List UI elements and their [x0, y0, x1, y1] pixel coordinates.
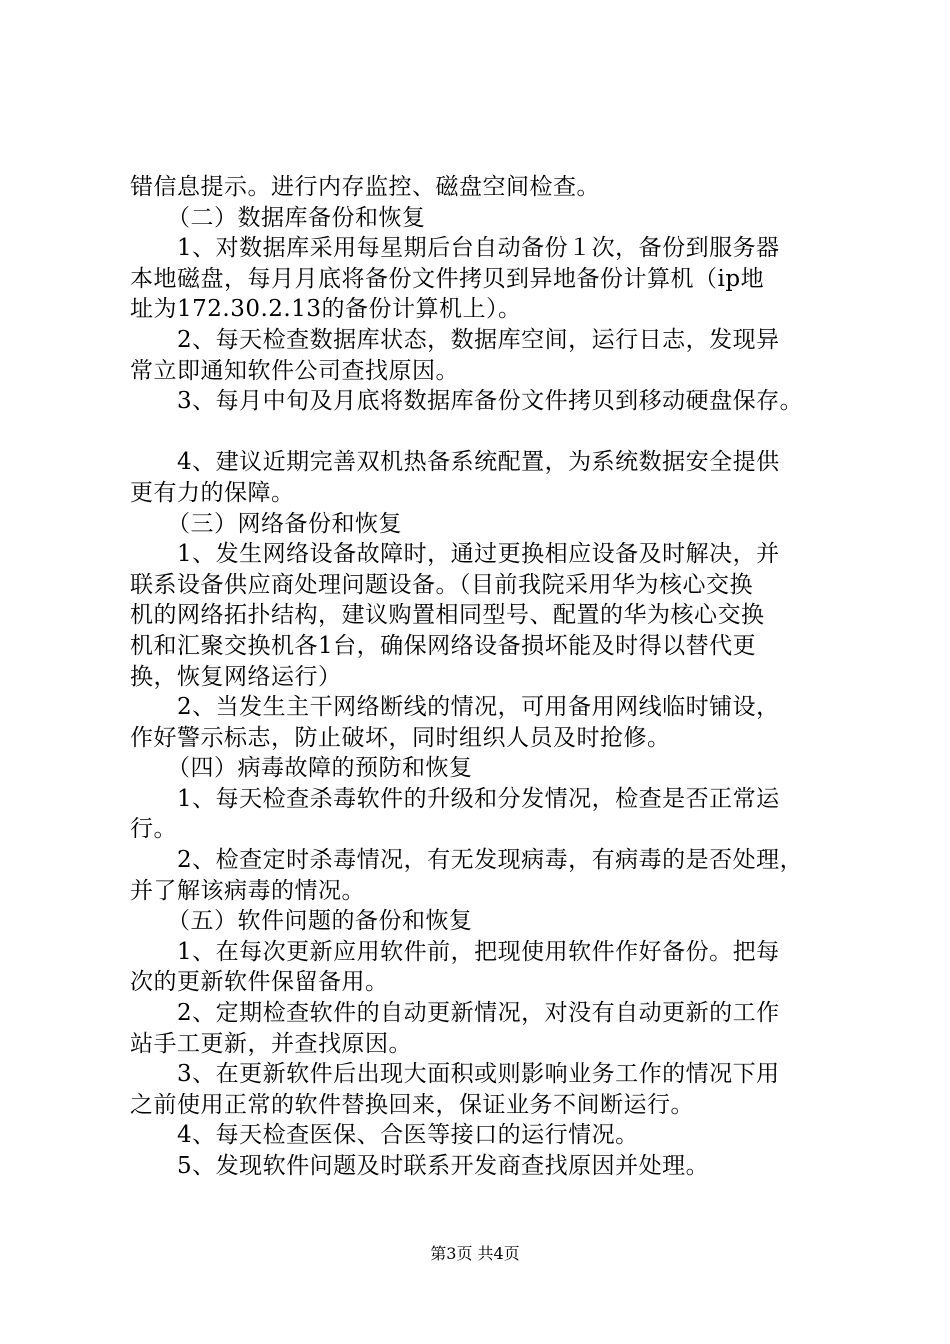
text-line: 1、在每次更新应用软件前，把现使用软件作好备份。把每 — [177, 938, 780, 965]
text-line: 机的网络拓扑结构，建议购置相同型号、配置的华为核心交换 — [130, 602, 765, 629]
text-line: 2、每天检查数据库状态，数据库空间，运行日志，发现异 — [177, 326, 780, 353]
text-line: 之前使用正常的软件替换回来，保证业务不间断运行。 — [130, 1091, 694, 1118]
text-line: 次的更新软件保留备用。 — [130, 969, 389, 996]
text-line: （四）病毒故障的预防和恢复 — [167, 755, 473, 782]
text-line: 站手工更新，并查找原因。 — [130, 1030, 412, 1057]
text-line: 址为172.30.2.13的备份计算机上）。 — [130, 296, 522, 323]
text-line: 5、发现软件问题及时联系开发商查找原因并处理。 — [177, 1153, 710, 1179]
text-line: 1、发生网络设备故障时，通过更换相应设备及时解决，并 — [177, 541, 780, 568]
text-line: 1、对数据库采用每星期后台自动备份１次，备份到服务器 — [177, 235, 780, 262]
text-line: （二）数据库备份和恢复 — [167, 204, 426, 231]
text-line: （五）软件问题的备份和恢复 — [167, 908, 473, 935]
page-footer: 第3页 共4页 — [430, 1244, 520, 1263]
text-line: 2、检查定时杀毒情况，有无发现病毒，有病毒的是否处理， — [177, 847, 804, 874]
document-body — [130, 172, 830, 1182]
text-line: 4、建议近期完善双机热备系统配置，为系统数据安全提供 — [177, 449, 780, 476]
text-line: 并了解该病毒的情况。 — [130, 877, 365, 904]
text-line: 2、定期检查软件的自动更新情况，对没有自动更新的工作 — [177, 1000, 780, 1027]
text-line: （三）网络备份和恢复 — [167, 510, 402, 537]
text-line: 2、当发生主干网络断线的情况，可用备用网线临时铺设， — [177, 694, 780, 721]
text-line: 更有力的保障。 — [130, 479, 295, 506]
text-line: 3、每月中旬及月底将数据库备份文件拷贝到移动硬盘保存。 — [177, 388, 804, 415]
text-line: 1、每天检查杀毒软件的升级和分发情况，检查是否正常运 — [177, 785, 780, 812]
text-line: 作好警示标志，防止破坏，同时组织人员及时抢修。 — [130, 724, 671, 751]
text-line: 联系设备供应商处理问题设备。（目前我院采用华为核心交换 — [130, 571, 753, 598]
text-line: 本地磁盘，每月月底将备份文件拷贝到异地备份计算机（ip地 — [130, 265, 765, 292]
text-line: 机和汇聚交换机各1台，确保网络设备损坏能及时得以替代更 — [130, 632, 757, 659]
text-line: 常立即通知软件公司查找原因。 — [130, 357, 459, 384]
text-line: 换，恢复网络运行） — [130, 663, 342, 690]
blank-line — [130, 417, 830, 448]
text-line: 3、在更新软件后出现大面积或则影响业务工作的情况下用 — [177, 1061, 780, 1088]
text-line: 行。 — [130, 816, 177, 843]
text-line: 4、每天检查医保、合医等接口的运行情况。 — [177, 1122, 639, 1149]
text-line: 错信息提示。进行内存监控、磁盘空间检查。 — [130, 174, 600, 200]
